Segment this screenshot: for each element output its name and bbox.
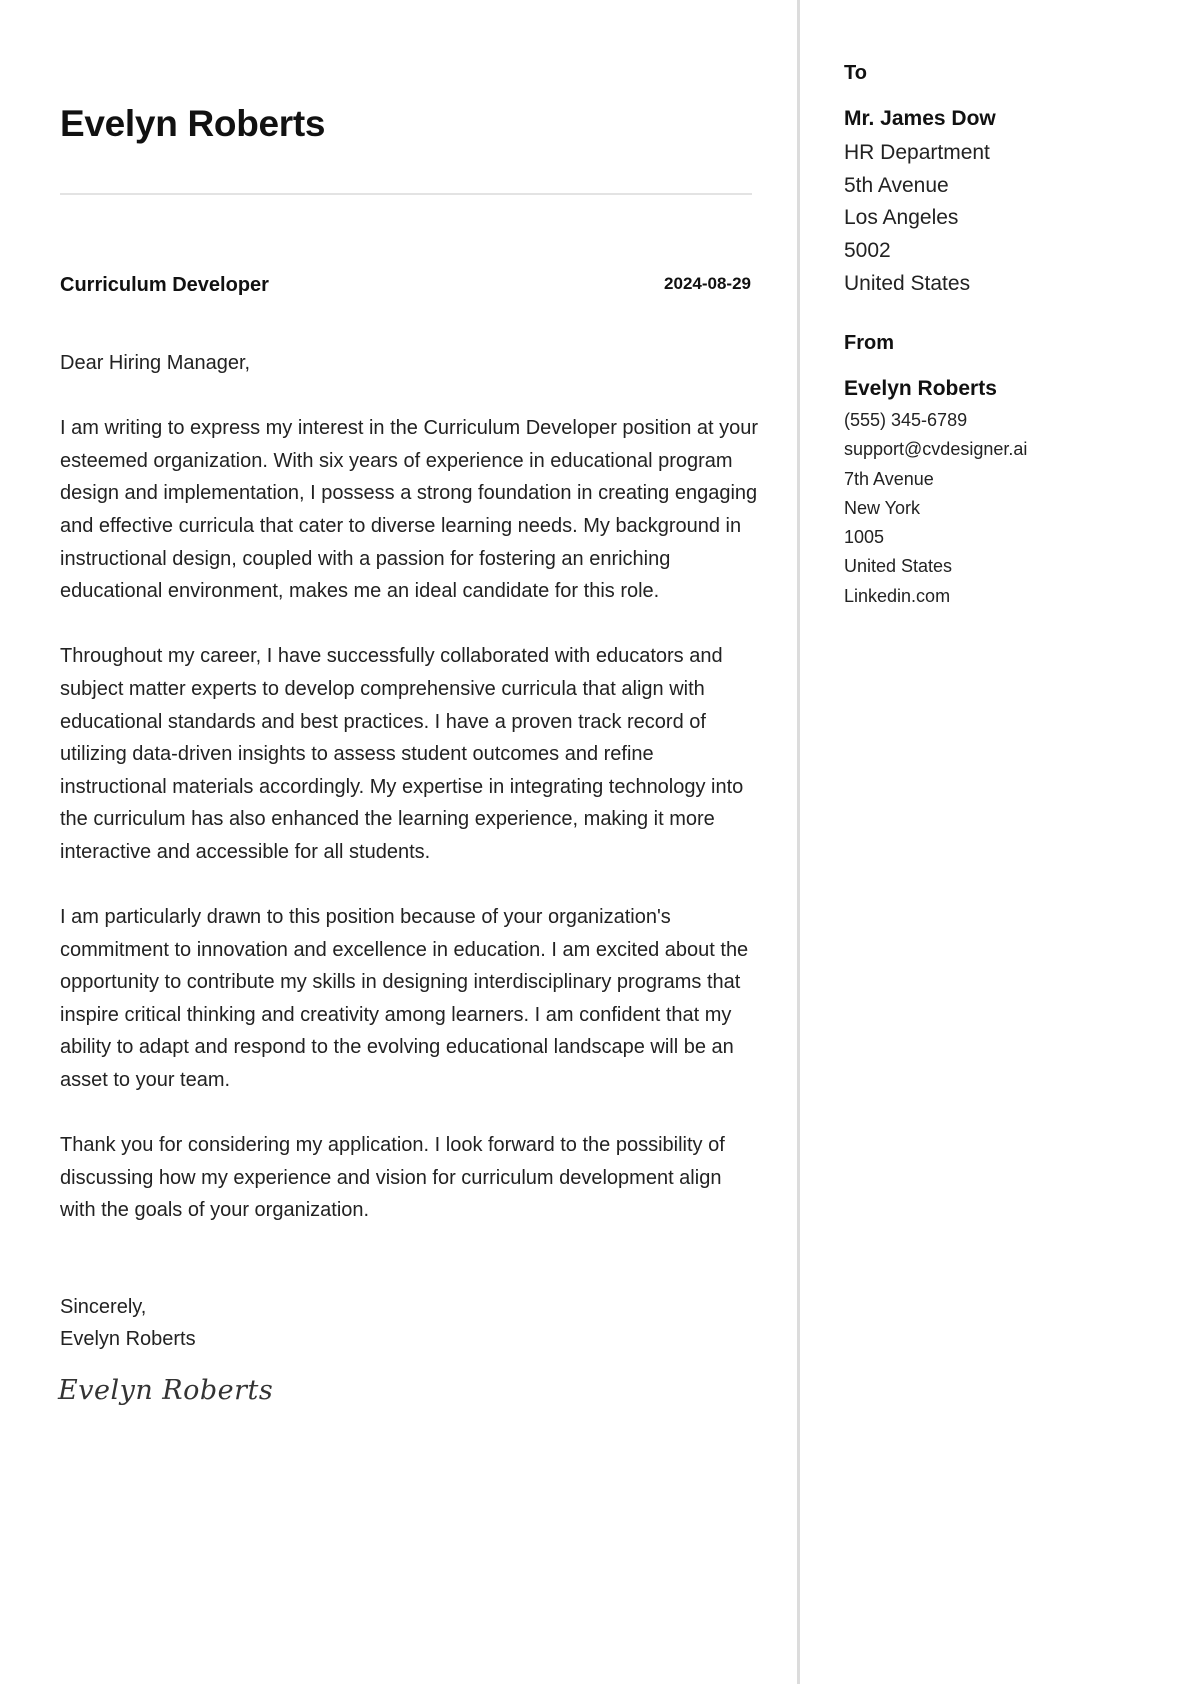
- letter-paragraph: Throughout my career, I have successfully collaborated with educators and subject matter experts to develop comprehensive curricula that align with educational standards and best practices. I have a proven track record of utilizing data-driven insights to assess student outcomes and refine instructional materials accordingly. My expertise in integrating technology into the curriculum has also enhanced the learning experience, making it more interactive and accessible for all students.: [60, 645, 744, 863]
- letter-paragraph: Thank you for considering my application. I look forward to the possibility of discussing how my experience and vision for curriculum development align with the goals of your organization.: [60, 1134, 725, 1222]
- closing-name: Evelyn Roberts: [60, 1328, 196, 1350]
- recipient-name: Mr. James Dow: [844, 107, 996, 130]
- sender-zip: 1005: [844, 527, 885, 548]
- sender-country: United States: [844, 556, 953, 577]
- letter-date: 2024-08-29: [664, 274, 751, 293]
- recipient-country: United States: [844, 271, 971, 295]
- handwritten-signature: Evelyn Roberts: [58, 1375, 274, 1406]
- from-label: From: [844, 332, 894, 354]
- recipient-city: Los Angeles: [844, 206, 959, 230]
- header-divider: [60, 193, 752, 195]
- recipient-address: [844, 137, 990, 301]
- closing-phrase: Sincerely,: [60, 1296, 147, 1318]
- letter-greeting: Dear Hiring Manager,: [60, 352, 251, 374]
- letter-body: [60, 347, 760, 1260]
- sender-phone: (555) 345-6789: [844, 410, 968, 430]
- letter-paragraph: I am writing to express my interest in the Curriculum Developer position at your esteemed organization. With six years of experience in educational program design and implementation, I possess a strong foundation in creating engaging and effective curricula that cater to diverse learning needs. My background in instructional design, coupled with a passion for fostering an enriching educational environment, makes me an ideal candidate for this role.: [60, 417, 759, 603]
- sender-city: New York: [844, 497, 921, 518]
- recipient-street: 5th Avenue: [844, 173, 949, 197]
- sender-street: 7th Avenue: [844, 468, 934, 489]
- sender-website: Linkedin.com: [844, 585, 951, 606]
- address-sidebar: [800, 0, 1200, 1684]
- sender-name: Evelyn Roberts: [844, 377, 997, 400]
- letter-paragraph: I am particularly drawn to this position because of your organization's commitment to innovation and excellence in education. I am excited about the opportunity to contribute my skills in designing interdisciplinary programs that inspire critical thinking and creativity among learners. I am confident that my ability to adapt and respond to the evolving educational landscape will be an asset to your team.: [60, 906, 749, 1092]
- sender-name-heading: Evelyn Roberts: [60, 103, 326, 144]
- job-title: Curriculum Developer: [60, 274, 269, 296]
- sender-email: support@cvdesigner.ai: [844, 439, 1028, 460]
- to-label: To: [844, 62, 867, 84]
- letter-closing: [60, 1291, 196, 1355]
- recipient-zip: 5002: [844, 239, 891, 263]
- sender-contact: [844, 406, 1027, 611]
- recipient-department: HR Department: [844, 141, 990, 164]
